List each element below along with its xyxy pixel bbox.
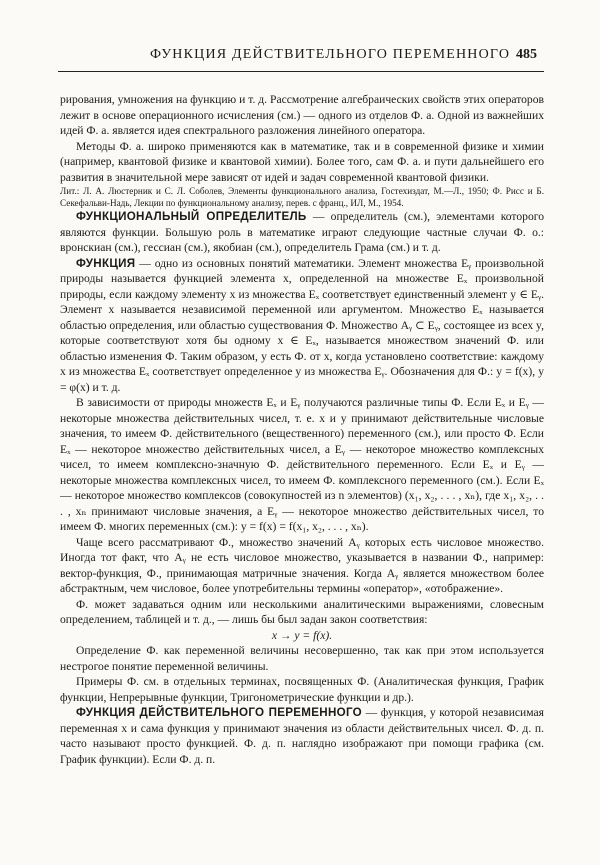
entry-term: ФУНКЦИЯ ДЕЙСТВИТЕЛЬНОГО ПЕРЕМЕННОГО — [76, 706, 362, 719]
paragraph-numeric-sets: Чаще всего рассматривают Ф., множество значений Aᵧ которых есть числовое множество. Иногда тот факт, что Aᵧ не есть числовое множество, указывается в названии Ф., например: вектор-функция, Ф., принимающая матричные значения. Когда Aᵧ является множеством более абстрактным, чем числовое, более употребительны термины «оператор», «отображение». — [60, 535, 544, 595]
entry-text: — одно из основных понятий математики. Элемент множества Eᵧ произвольной природы называется функцией элемента x, определенной на множестве Eₓ произвольной природы, если каждому элементу x из множества Eₓ соответствует единственный элемент y ∈ Eᵧ. Элемент x называется независимой переменной или аргументом. Множество Eₓ называется областью определения, или областью существования Ф. Множество Aᵧ ⊂ Eᵧ, состоящее из всех y, которые соответствуют хотя бы одному x ∈ Eₓ, называется множеством значений Ф. или областью изменения Ф. Таким образом, y есть Ф. от x, когда установлено соответствие: каждому x из множества Eₓ соответствует определенное y из множества Eᵧ. Обозначения для Ф.: y = f(x), y = φ(x) и т. д. — [60, 256, 544, 394]
page-number: 485 — [516, 47, 537, 62]
header-rule — [58, 71, 544, 72]
entry-text: — определитель (см.), элементами которого являются функции. Большую роль в математике играют следующие частные случаи Ф. о.: вронскиан (см.), гессиан (см.), якобиан (см.), определитель Грама (см.) и т. д. — [60, 210, 545, 254]
running-head: ФУНКЦИЯ ДЕЙСТВИТЕЛЬНОГО ПЕРЕМЕННОГО — [150, 47, 511, 62]
paragraph-methods: Методы Ф. а. широко применяются как в математике, так и в современной физике и химии (например, квантовой физике и квантовой химии). Более того, сам Ф. а. и пути дальнейшего его развития в значительной мере зависят от идей и задач современной квантовой физики. — [60, 139, 544, 184]
paragraph-examples: Примеры Ф. см. в отдельных терминах, посвященных Ф. (Аналитическая функция, График функции, Непрерывные функции, Тригонометрические функции и др.). — [60, 675, 544, 704]
entry-function — [60, 256, 544, 396]
paragraph-definition: Определение Ф. как переменной величины несовершенно, так как при этом используется нестрогое понятие переменной величины. — [60, 644, 544, 673]
paragraph-types: В зависимости от природы множеств Eₓ и Eᵧ получаются различные типы Ф. Если Eₓ и Eᵧ — некоторые множества действительных чисел, т. е. x и y принимают действительные числовые значения, то имеем Ф. действительного (вещественного) переменного (см.), или просто Ф. Если Eₓ — некоторое множество действительных чисел, а Eᵧ — некоторое множество комплексных чисел, то имеем комплексно-значную Ф. действительного переменного. Если Eₓ и Eᵧ — некоторые множества комплексных чисел, то имеем Ф. комплексного переменного (см.). Если Eₓ — некоторое множество комплексов (совокупностей из n элементов) (x₁, x₂, . . . , xₙ), где x₁, x₂, . . . , xₙ принимают числовые значения, а Eᵧ — некоторое множество действительных чисел, то имеем Ф. многих переменных (см.): y = f(x) = f(x₁, x₂, . . . , xₙ). — [60, 396, 544, 533]
entry-text: — функция, у которой независимая переменная x и сама функция y принимают значения из области действительных чисел. Ф. д. п. часто называют просто функцией. Ф. д. п. наглядно изображают при помощи графика (см. График функции). Если Ф. д. п. — [60, 706, 544, 766]
entry-function-real-variable — [60, 705, 544, 767]
literature-note: Лит.: Л. А. Люстерник и С. Л. Соболев, Элементы функционального анализа, Гостехиздат, М.—Л., 1950; Ф. Рисс и Б. Секефальви-Надь, Лекции по функциональному анализу, перев. с франц., ИЛ, М., 1954. — [60, 186, 544, 208]
paragraph-ways-to-define: Ф. может задаваться одним или несколькими аналитическими выражениями, словесным определением, таблицей и т. д., — лишь бы был задан закон соответствия: — [60, 597, 544, 626]
page-header — [0, 0, 600, 78]
paragraph-continued: рирования, умножения на функцию и т. д. Рассмотрение алгебраических свойств этих операторов лежит в основе операционного исчисления (см.) — одного из отделов Ф. а. Одной из важнейших идей Ф. а. является идея спектрального разложения линейного оператора. — [60, 93, 544, 137]
entry-term: ФУНКЦИОНАЛЬНЫЙ ОПРЕДЕЛИТЕЛЬ — [76, 210, 307, 223]
entry-functional-determinant — [60, 209, 544, 256]
formula: x → y = f(x). — [271, 628, 333, 642]
entry-term: ФУНКЦИЯ — [76, 256, 136, 270]
page-body — [60, 92, 544, 767]
